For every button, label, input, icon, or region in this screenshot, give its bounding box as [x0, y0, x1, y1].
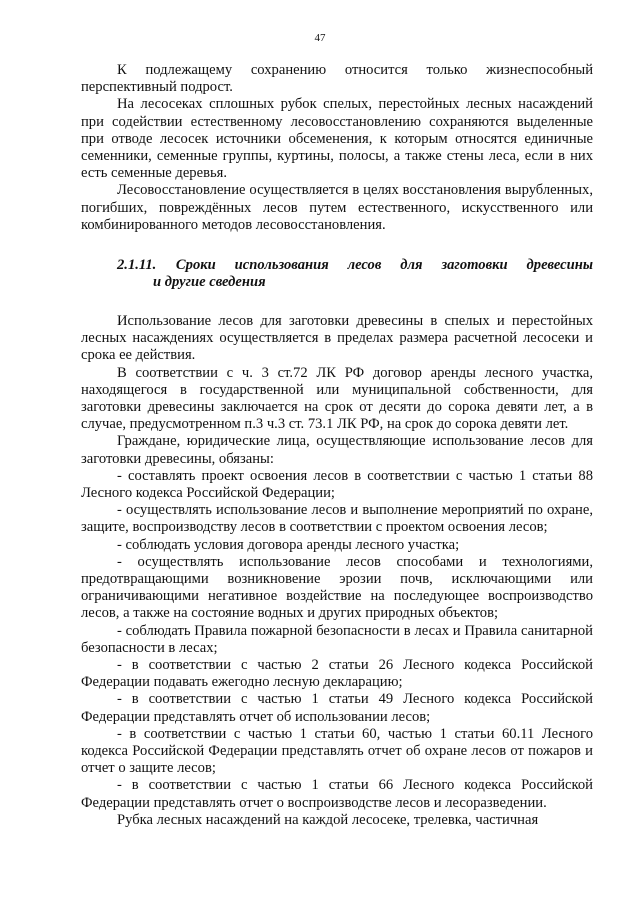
paragraph: На лесосеках сплошных рубок спелых, перестойных лесных насаждений при содействии естественному лесовосстановлению сохраняются выделенные при отводе лесосек источники обсеменения, к которым относятся единичные семенники, семенные группы, куртины, полосы, а также стены леса, если в них есть семенные деревья. — [81, 96, 593, 182]
heading-line-2: и другие сведения — [153, 274, 266, 291]
list-item: - составлять проект освоения лесов в соответствии с частью 1 статьи 88 Лесного кодекса Российской Федерации; — [81, 467, 593, 502]
paragraph: Граждане, юридические лица, осуществляющие использование лесов для заготовки древесины, обязаны: — [81, 433, 593, 467]
heading-line-1 — [117, 257, 593, 274]
list-item: - в соответствии с частью 1 статьи 66 Лесного кодекса Российской Федерации представлять отчет о воспроизводстве лесов и лесоразведении. — [81, 777, 593, 811]
section-1-body — [81, 62, 593, 234]
list-item: - в соответствии с частью 1 статьи 60, частью 1 статьи 60.11 Лесного кодекса Российской Федерации представлять отчет об охране лесов от пожаров и отчет о защите лесов; — [81, 725, 593, 777]
paragraph: В соответствии с ч. 3 ст.72 ЛК РФ договор аренды лесного участка, находящегося в государственной или муниципальной собственности, для заготовки древесины заключается на срок от десяти до сорока девяти лет, а в случае, предусмотренном п.3 ч.3 ст. 73.1 ЛК РФ, на срок до сорока девяти лет. — [81, 364, 593, 433]
paragraph: Рубка лесных насаждений на каждой лесосеке, трелевка, частичная — [117, 811, 539, 828]
list-item: - соблюдать условия договора аренды лесного участка; — [117, 536, 460, 553]
section-heading — [117, 257, 593, 291]
list-item: - соблюдать Правила пожарной безопасности в лесах и Правила санитарной безопасности в лесах; — [81, 622, 593, 656]
list-item: - в соответствии с частью 2 статьи 26 Лесного кодекса Российской Федерации подавать ежегодно лесную декларацию; — [81, 657, 593, 691]
page-number: 47 — [314, 32, 326, 44]
list-item: - осуществлять использование лесов способами и технологиями, предотвращающими возникновение эрозии почв, исключающими или ограничивающими негативное воздействие на последующее воспроизводство лесов, а также на состояние водных и других природных объектов; — [81, 553, 593, 622]
heading-title: Сроки использования лесов для заготовки древесины — [175, 257, 593, 273]
section-2-body — [81, 313, 593, 829]
list-item: - в соответствии с частью 1 статьи 49 Лесного кодекса Российской Федерации представлять отчет об использовании лесов; — [81, 691, 593, 725]
paragraph: К подлежащему сохранению относится только жизнеспособный перспективный подрост. — [81, 62, 593, 96]
heading-number: 2.1.11. — [117, 257, 157, 273]
list-item: - осуществлять использование лесов и выполнение мероприятий по охране, защите, воспроизводству лесов в соответствии с проектом освоения лесов; — [81, 502, 593, 536]
paragraph: Лесовосстановление осуществляется в целях восстановления вырубленных, погибших, повреждённых лесов путем естественного, искусственного или комбинированного методов лесовосстановления. — [81, 182, 593, 233]
paragraph: Использование лесов для заготовки древесины в спелых и перестойных лесных насаждениях осуществляется в пределах размера расчетной лесосеки и срока ее действия. — [81, 313, 593, 364]
